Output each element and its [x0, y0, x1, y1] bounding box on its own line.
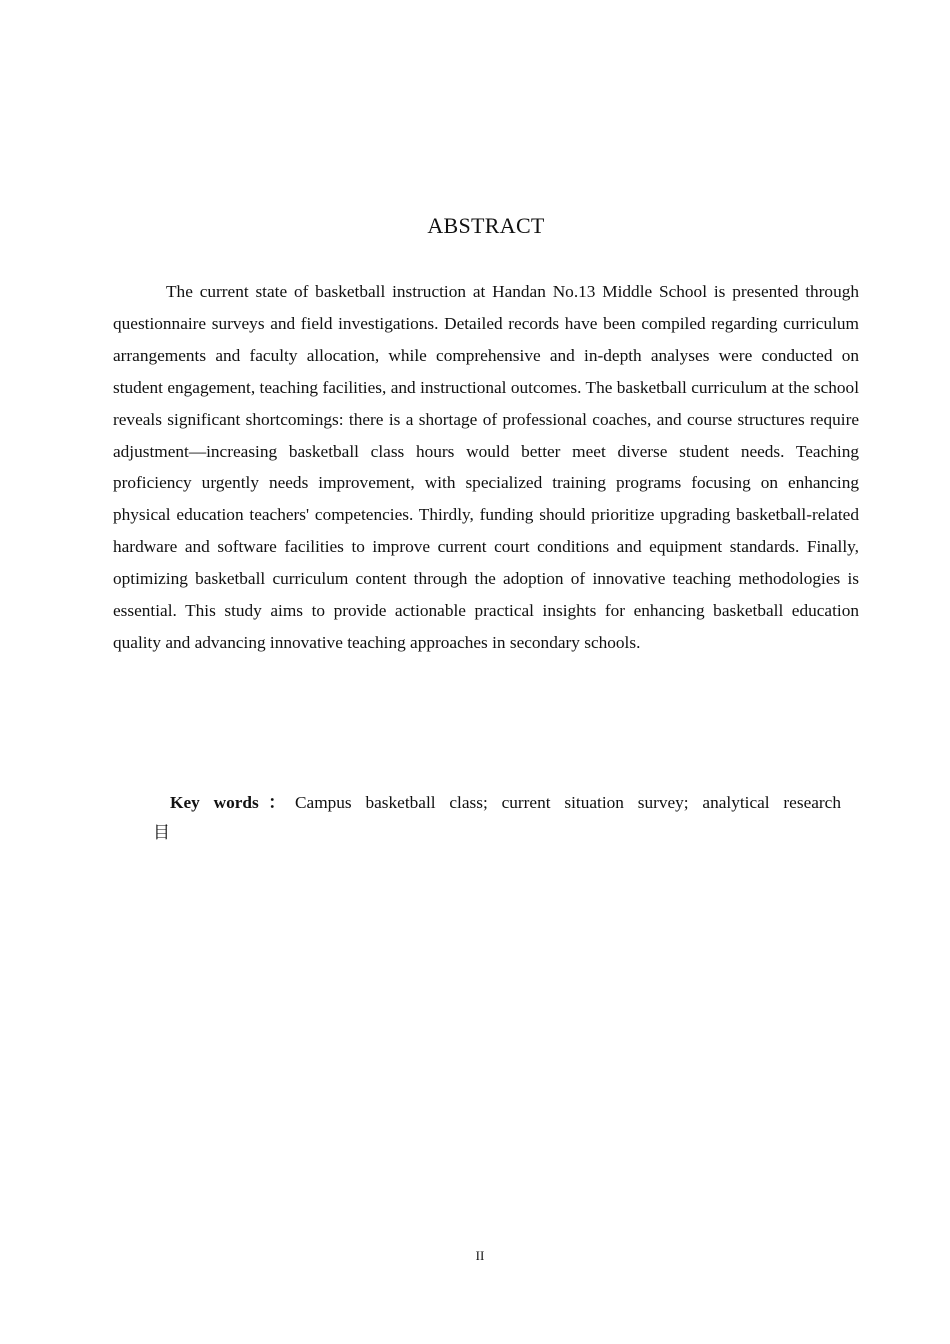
keywords-text: Campus basketball class; current situation survey; analytical research	[295, 793, 841, 812]
page-number: II	[475, 1248, 485, 1263]
keywords-label: Key words：	[170, 793, 296, 812]
keywords-line	[170, 787, 841, 819]
abstract-paragraph: The current state of basketball instruction at Handan No.13 Middle School is presented through questionnaire surveys and field investigations. Detailed records have been compiled regarding curriculum arrangements and faculty allocation, while comprehensive and in-depth analyses were conducted on student engagement, teaching facilities, and instructional outcomes. The basketball curriculum at the school reveals significant shortcomings: there is a shortage of professional coaches, and course structures require adjustment—increasing basketball class hours would better meet diverse student needs. Teaching proficiency urgently needs improvement, with specialized training programs focusing on enhancing physical education teachers' competencies. Thirdly, funding should prioritize upgrading basketball-related hardware and software facilities to improve current court conditions and equipment standards. Finally, optimizing basketball curriculum content through the adoption of innovative teaching methodologies is essential. This study aims to provide actionable practical insights for enhancing basketball education quality and advancing innovative teaching approaches in secondary schools.	[113, 282, 859, 652]
abstract-heading: ABSTRACT	[427, 213, 545, 238]
stray-character: 目	[153, 823, 170, 843]
